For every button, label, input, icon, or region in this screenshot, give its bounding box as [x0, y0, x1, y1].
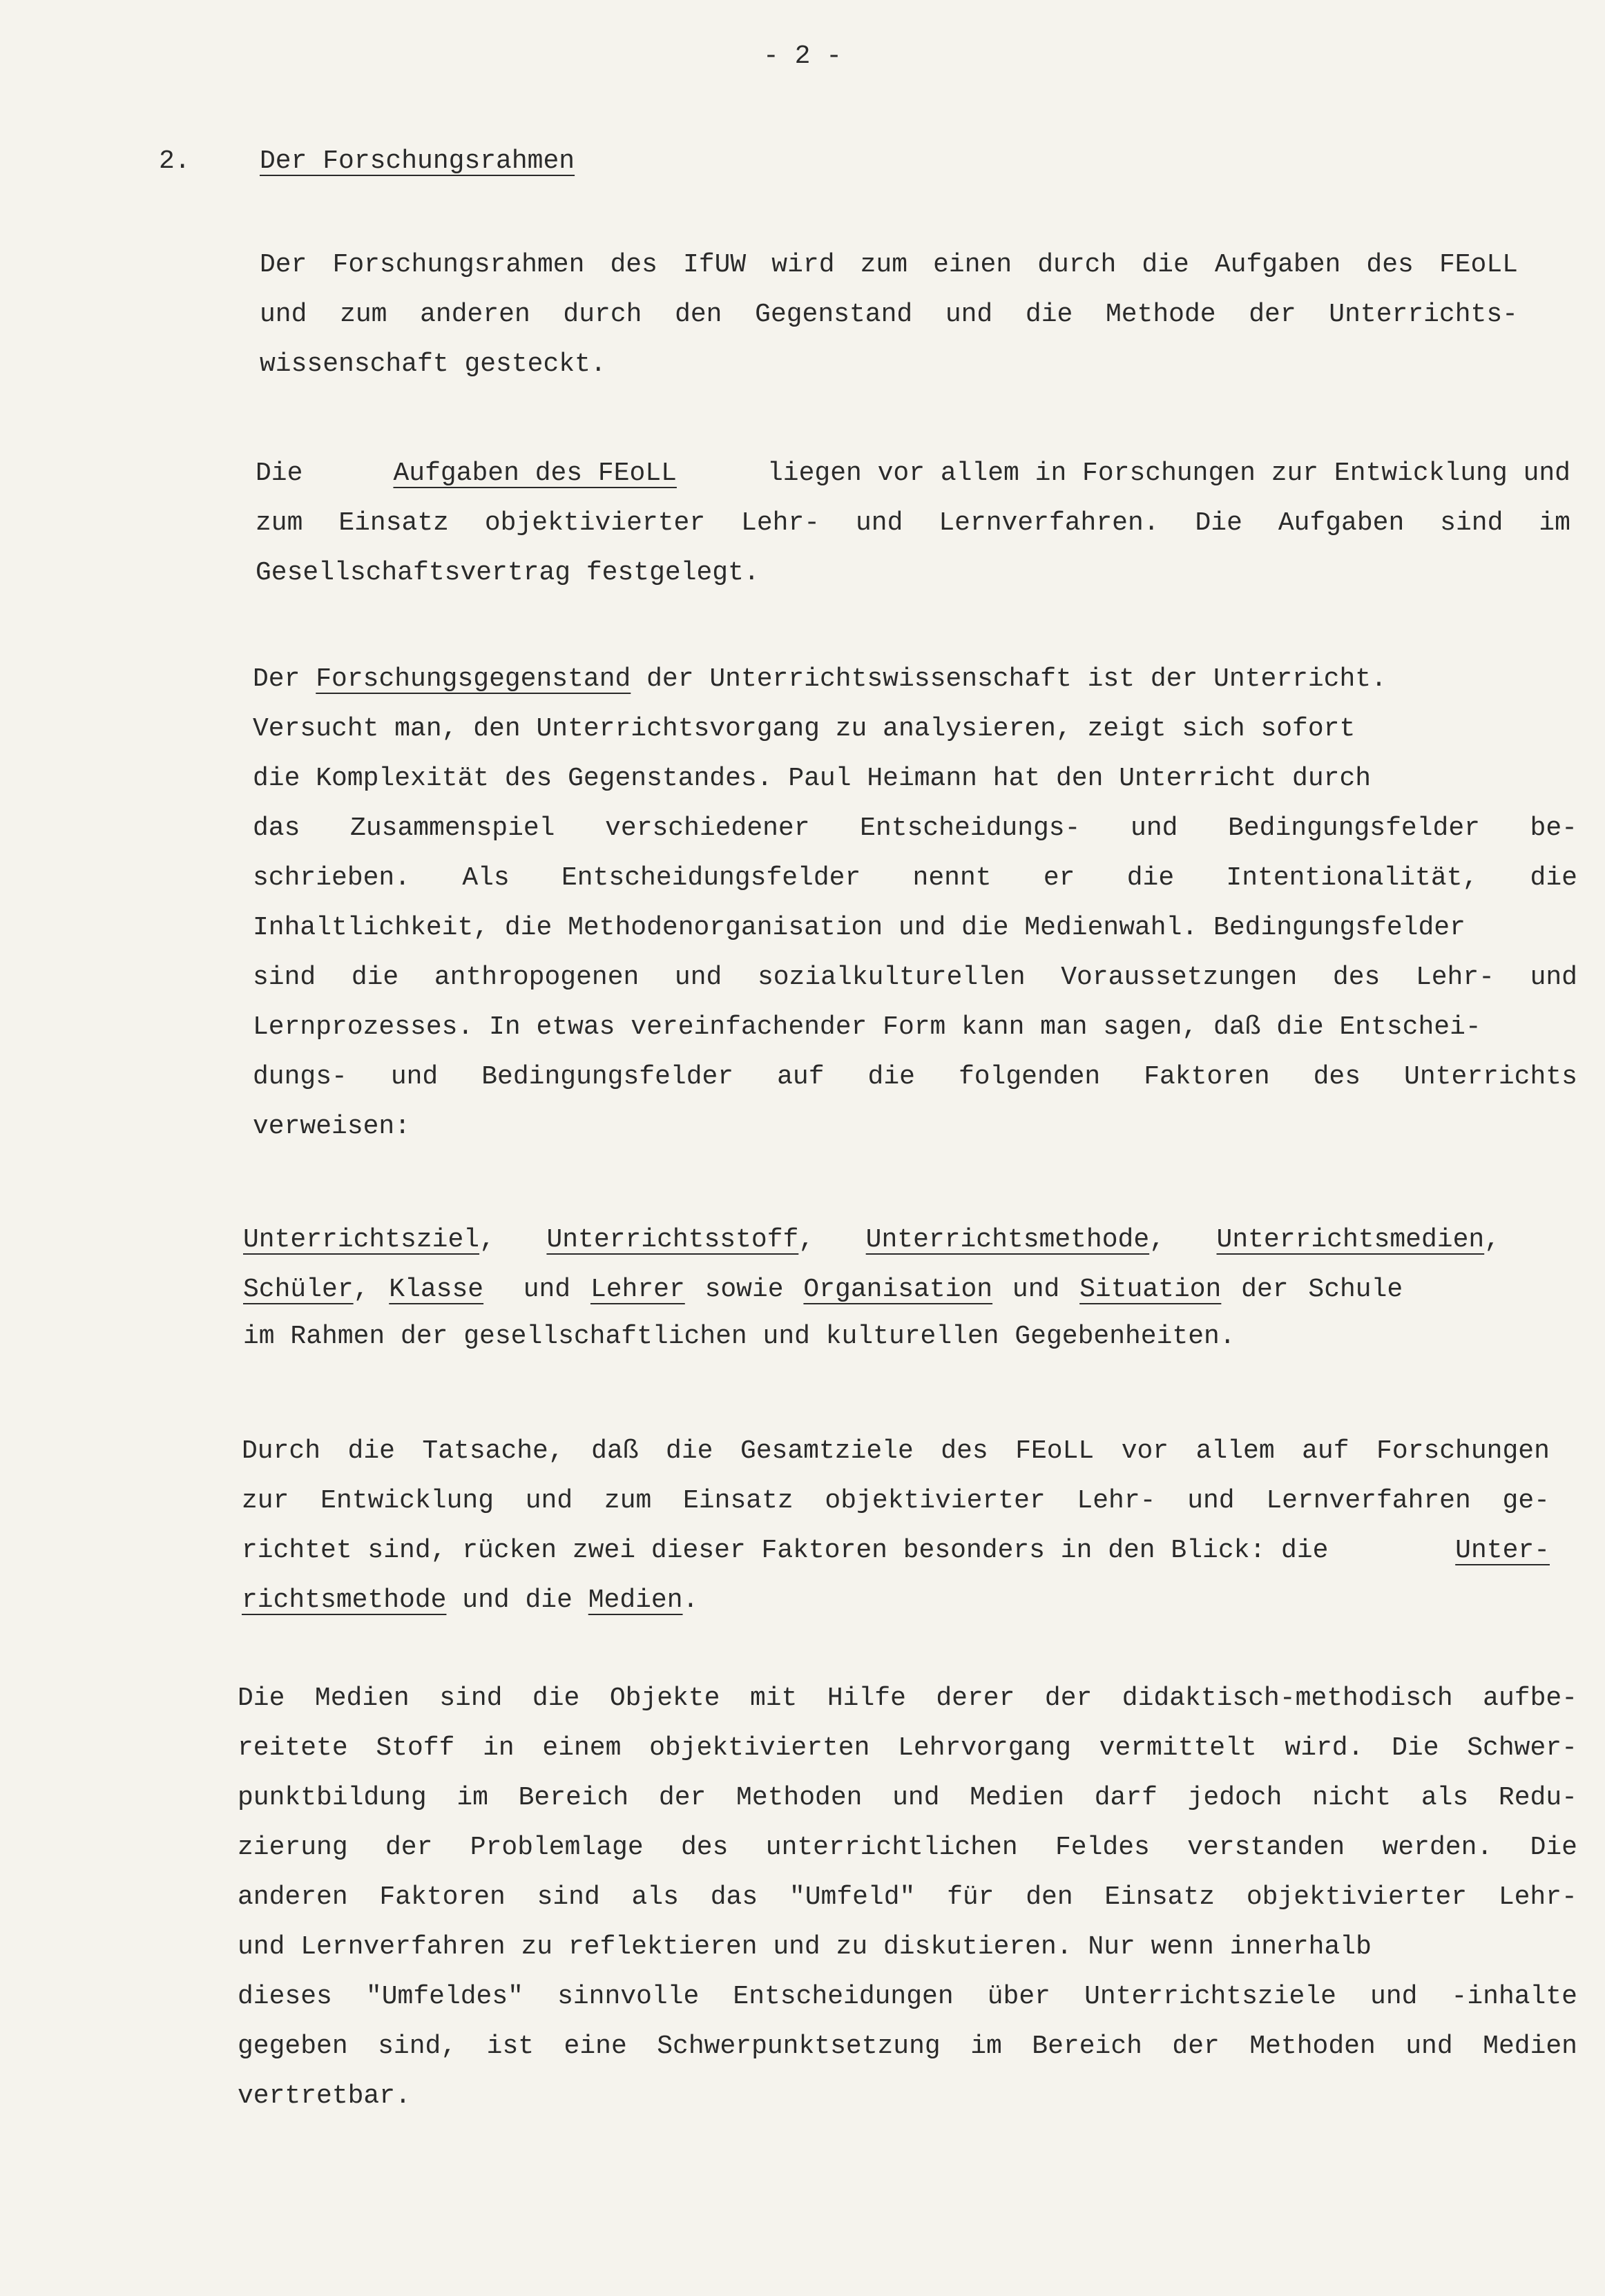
text-line: [256, 449, 1570, 499]
word: die: [351, 963, 399, 992]
word: im: [970, 2032, 1002, 2061]
text-segment: liegen vor allem in Forschungen zur Entwicklung und: [767, 459, 1570, 488]
word: Einsatz: [1104, 1882, 1215, 1912]
text-segment: Die: [256, 459, 303, 488]
factor-item: [243, 1215, 495, 1265]
word: als: [631, 1882, 679, 1912]
text-segment: der Schule: [1241, 1275, 1403, 1304]
word: für: [947, 1882, 994, 1912]
word: Methoden: [1249, 2032, 1376, 2061]
word: ist: [486, 2032, 535, 2061]
word: unterrichtlichen: [765, 1833, 1018, 1862]
text-line: [253, 1052, 1577, 1102]
word: auf: [777, 1062, 825, 1092]
word: durch: [563, 300, 642, 329]
separator: ,: [479, 1225, 495, 1255]
separator: ,: [798, 1225, 815, 1255]
word: sozialkulturellen: [757, 963, 1026, 992]
word: des: [610, 250, 657, 280]
separator: ,: [353, 1275, 369, 1304]
word: be-: [1530, 813, 1577, 843]
word: zur: [242, 1486, 289, 1516]
text-segment: sowie: [704, 1275, 784, 1304]
text-segment: der Unterrichtswissenschaft ist der Unterricht.: [646, 664, 1387, 694]
word: Einsatz: [683, 1486, 794, 1516]
word: Lehr-: [1415, 963, 1495, 992]
word: Die: [1530, 1833, 1577, 1862]
text-line: Versucht man, den Unterrichtsvorgang zu analysieren, zeigt sich sofort: [253, 714, 1356, 744]
word: eine: [564, 2032, 627, 2061]
word: Faktoren: [1144, 1062, 1270, 1092]
word: gegeben: [238, 2032, 348, 2061]
word: dieses: [238, 1982, 332, 2012]
word: Redu-: [1498, 1783, 1577, 1813]
text-segment: und: [1012, 1275, 1060, 1304]
word: in: [483, 1733, 515, 1763]
paragraph-research-frame: [260, 240, 1518, 389]
text-line: im Rahmen der gesellschaftlichen und kulturellen Gegebenheiten.: [243, 1322, 1236, 1351]
word: des: [1332, 963, 1381, 992]
word: Aufgaben: [1214, 250, 1341, 280]
word: der: [1044, 1684, 1093, 1713]
word: Gegenstand: [755, 300, 913, 329]
word: Unterrichts-: [1329, 300, 1518, 329]
word: Die: [238, 1684, 285, 1713]
word: der: [1249, 300, 1296, 329]
text-segment: .: [682, 1585, 699, 1615]
text-line: [238, 1823, 1577, 1873]
text-line: wissenschaft gesteckt.: [260, 349, 606, 379]
text-line: [253, 853, 1577, 903]
paragraph-media: [238, 1674, 1577, 2121]
word: das: [253, 813, 300, 843]
text-line: [238, 1972, 1577, 2022]
word: Lehr-: [741, 508, 820, 538]
word: sind,: [378, 2032, 457, 2061]
word: Entscheidungen: [733, 1982, 954, 2012]
word: Hilfe: [827, 1684, 906, 1713]
word: Methode: [1105, 300, 1216, 329]
word: IfUW: [682, 250, 747, 280]
word: zierung: [238, 1833, 348, 1862]
factor-item: [546, 1215, 814, 1265]
word: einem: [542, 1733, 622, 1763]
text-line: [253, 655, 1577, 704]
word: Aufgaben: [1278, 508, 1405, 538]
word: Lehr-: [1077, 1486, 1156, 1516]
word: auf: [1302, 1436, 1349, 1466]
word: Voraussetzungen: [1061, 963, 1298, 992]
word: reitete: [238, 1733, 348, 1763]
word: punktbildung: [238, 1783, 427, 1813]
underlined-term-method-end: richtsmethode: [242, 1585, 447, 1615]
word: anderen: [238, 1882, 348, 1912]
word: die: [1025, 300, 1073, 329]
text-segment: und: [523, 1275, 571, 1304]
word: Medien: [1483, 2032, 1577, 2061]
text-line: [260, 290, 1518, 340]
text-line: [260, 240, 1518, 290]
word: Einsatz: [338, 508, 449, 538]
word: derer: [936, 1684, 1015, 1713]
word: Der: [260, 250, 307, 280]
text-line: [238, 1873, 1577, 1922]
word: der: [385, 1833, 433, 1862]
word: und: [390, 1062, 439, 1092]
underlined-term-media: Medien: [588, 1585, 683, 1615]
word: zum: [604, 1486, 652, 1516]
word: Bereich: [1032, 2032, 1142, 2061]
text-line: [243, 1215, 1500, 1265]
word: Entwicklung: [320, 1486, 494, 1516]
word: ge-: [1502, 1486, 1550, 1516]
word: Stoff: [376, 1733, 455, 1763]
text-line: [253, 804, 1577, 853]
text-segment: und die: [462, 1585, 573, 1615]
text-line: [238, 2022, 1577, 2072]
word: jedoch: [1187, 1783, 1282, 1813]
word: und: [1131, 813, 1178, 843]
word: Faktoren: [379, 1882, 506, 1912]
paragraph-focus: [242, 1427, 1550, 1625]
word: die: [347, 1436, 395, 1466]
word: Unterrichtsziele: [1084, 1982, 1336, 2012]
word: Durch: [242, 1436, 321, 1466]
word: Die: [1195, 508, 1242, 538]
word: sinnvolle: [557, 1982, 700, 2012]
word: die: [867, 1062, 915, 1092]
word: aufbe-: [1483, 1684, 1577, 1713]
word: Unterrichts: [1404, 1062, 1577, 1092]
text-line: Gesellschaftsvertrag festgelegt.: [256, 558, 760, 588]
word: über: [987, 1982, 1050, 2012]
word: Bedingungsfelder: [1228, 813, 1480, 843]
word: verstanden: [1187, 1833, 1345, 1862]
word: und: [674, 963, 722, 992]
word: die: [532, 1684, 580, 1713]
word: allem: [1195, 1436, 1275, 1466]
word: und: [945, 300, 993, 329]
word: im: [456, 1783, 488, 1813]
word: Intentionalität,: [1226, 863, 1479, 893]
word: Bedingungsfelder: [481, 1062, 734, 1092]
word: den: [1026, 1882, 1073, 1912]
word: Entscheidungsfelder: [561, 863, 861, 893]
underlined-term-tasks: Aufgaben des FEoLL: [393, 459, 677, 488]
word: Schwerpunktsetzung: [657, 2032, 941, 2061]
word: didaktisch-methodisch: [1122, 1684, 1453, 1713]
word: die: [666, 1436, 713, 1466]
word: werden.: [1382, 1833, 1493, 1862]
word: Feldes: [1055, 1833, 1150, 1862]
factor-class: Klasse: [389, 1275, 484, 1304]
text-segment: richtet sind, rücken zwei dieser Faktoren besonders in den Blick: die: [242, 1536, 1329, 1565]
word: und: [1370, 1982, 1418, 2012]
word: Methoden: [736, 1783, 863, 1813]
word: und: [1530, 963, 1577, 992]
paragraph-tasks: [256, 449, 1570, 598]
word: und: [1405, 2032, 1453, 2061]
word: das: [710, 1882, 758, 1912]
word: des: [1366, 250, 1414, 280]
word: im: [1539, 508, 1570, 538]
word: Als: [462, 863, 510, 893]
factor-teaching-media: Unterrichtsmedien: [1216, 1225, 1485, 1255]
word: Lernverfahren.: [939, 508, 1160, 538]
factor-teaching-goal: Unterrichtsziel: [243, 1225, 480, 1255]
word: sind: [439, 1684, 503, 1713]
text-line: [242, 1476, 1550, 1526]
word: er: [1043, 863, 1075, 893]
text-line: und Lernverfahren zu reflektieren und zu diskutieren. Nur wenn innerhalb: [238, 1932, 1372, 1962]
word: schrieben.: [253, 863, 411, 893]
word: -inhalte: [1451, 1982, 1577, 2012]
word: sind: [253, 963, 316, 992]
word: wird: [771, 250, 835, 280]
text-line: [253, 953, 1577, 1003]
underlined-term-subject: Forschungsgegenstand: [316, 664, 631, 694]
word: "Umfeldes": [365, 1982, 523, 2012]
factor-item: [1217, 1215, 1500, 1265]
factor-pupils: Schüler: [243, 1275, 354, 1304]
word: des: [680, 1833, 729, 1862]
text-line: vertretbar.: [238, 2081, 411, 2111]
word: Bereich: [518, 1783, 629, 1813]
word: folgenden: [958, 1062, 1101, 1092]
word: nicht: [1312, 1783, 1392, 1813]
text-line: [242, 1576, 1550, 1625]
word: Tatsache,: [422, 1436, 564, 1466]
word: darf: [1094, 1783, 1157, 1813]
word: der: [658, 1783, 707, 1813]
word: objektivierter: [1246, 1882, 1468, 1912]
word: durch: [1037, 250, 1117, 280]
word: Schwer-: [1467, 1733, 1577, 1763]
page-number: - 2 -: [762, 41, 843, 71]
factor-teacher: Lehrer: [590, 1275, 685, 1304]
word: die: [1142, 250, 1189, 280]
word: als: [1421, 1783, 1469, 1813]
word: die: [1530, 863, 1577, 893]
word: und: [525, 1486, 573, 1516]
text-line: die Komplexität des Gegenstandes. Paul Heimann hat den Unterricht durch: [253, 764, 1372, 793]
word: daß: [591, 1436, 639, 1466]
word: Entscheidungs-: [860, 813, 1081, 843]
word: und: [1187, 1486, 1235, 1516]
text-line: [243, 1265, 1500, 1315]
word: "Umfeld": [789, 1882, 916, 1912]
word: objektivierter: [484, 508, 706, 538]
text-line: verweisen:: [253, 1112, 411, 1141]
word: sind: [537, 1882, 600, 1912]
factor-organisation: Organisation: [803, 1275, 993, 1304]
text-line: [238, 1674, 1577, 1724]
word: den: [675, 300, 722, 329]
word: Lehrvorgang: [898, 1733, 1071, 1763]
word: wird.: [1285, 1733, 1364, 1763]
text-line: [238, 1724, 1577, 1773]
word: mit: [749, 1684, 798, 1713]
word: Medien: [314, 1684, 410, 1713]
word: Lernverfahren: [1266, 1486, 1471, 1516]
word: und: [892, 1783, 940, 1813]
factor-teaching-material: Unterrichtsstoff: [546, 1225, 799, 1255]
text-line: [238, 1773, 1577, 1823]
word: Gesamtziele: [740, 1436, 914, 1466]
word: FEoLL: [1015, 1436, 1095, 1466]
word: dungs-: [253, 1062, 347, 1092]
word: verschiedener: [605, 813, 810, 843]
word: zum: [340, 300, 387, 329]
word: der: [1172, 2032, 1220, 2061]
word: die: [1126, 863, 1175, 893]
word: anthropogenen: [434, 963, 640, 992]
word: Zusammenspiel: [350, 813, 555, 843]
word: des: [1313, 1062, 1361, 1092]
paragraph-factors: [243, 1215, 1500, 1362]
underlined-term-method-start: Unter-: [1455, 1536, 1550, 1565]
text-segment: Der: [253, 664, 300, 694]
word: objektivierten: [649, 1733, 870, 1763]
word: zum: [256, 508, 303, 538]
word: vor: [1121, 1436, 1169, 1466]
word: des: [941, 1436, 988, 1466]
word: Objekte: [609, 1684, 720, 1713]
word: sind: [1440, 508, 1503, 538]
word: vermittelt: [1099, 1733, 1257, 1763]
text-line: [256, 499, 1570, 548]
section-title: Der Forschungsrahmen: [260, 146, 575, 176]
word: FEoLL: [1439, 250, 1518, 280]
paragraph-research-subject: [253, 655, 1577, 1152]
word: nennt: [912, 863, 992, 893]
separator: ,: [1484, 1225, 1500, 1255]
text-line: [242, 1526, 1550, 1576]
text-line: Lernprozesses. In etwas vereinfachender Form kann man sagen, daß die Entschei-: [253, 1012, 1481, 1042]
word: und: [855, 508, 903, 538]
factor-item: [866, 1215, 1165, 1265]
word: Die: [1392, 1733, 1439, 1763]
text-line: Inhaltlichkeit, die Methodenorganisation und die Medienwahl. Bedingungsfelder: [253, 913, 1465, 943]
word: objektivierter: [825, 1486, 1046, 1516]
word: Forschungsrahmen: [332, 250, 585, 280]
word: Forschungen: [1376, 1436, 1550, 1466]
section-number: 2.: [159, 146, 191, 176]
word: Medien: [970, 1783, 1065, 1813]
separator: ,: [1149, 1225, 1165, 1255]
word: und: [260, 300, 307, 329]
factor-teaching-method: Unterrichtsmethode: [865, 1225, 1150, 1255]
word: Problemlage: [470, 1833, 644, 1862]
word: einen: [933, 250, 1012, 280]
word: anderen: [420, 300, 530, 329]
factor-situation: Situation: [1079, 1275, 1222, 1304]
word: Lehr-: [1498, 1882, 1577, 1912]
word: zum: [860, 250, 908, 280]
text-line: [242, 1427, 1550, 1476]
